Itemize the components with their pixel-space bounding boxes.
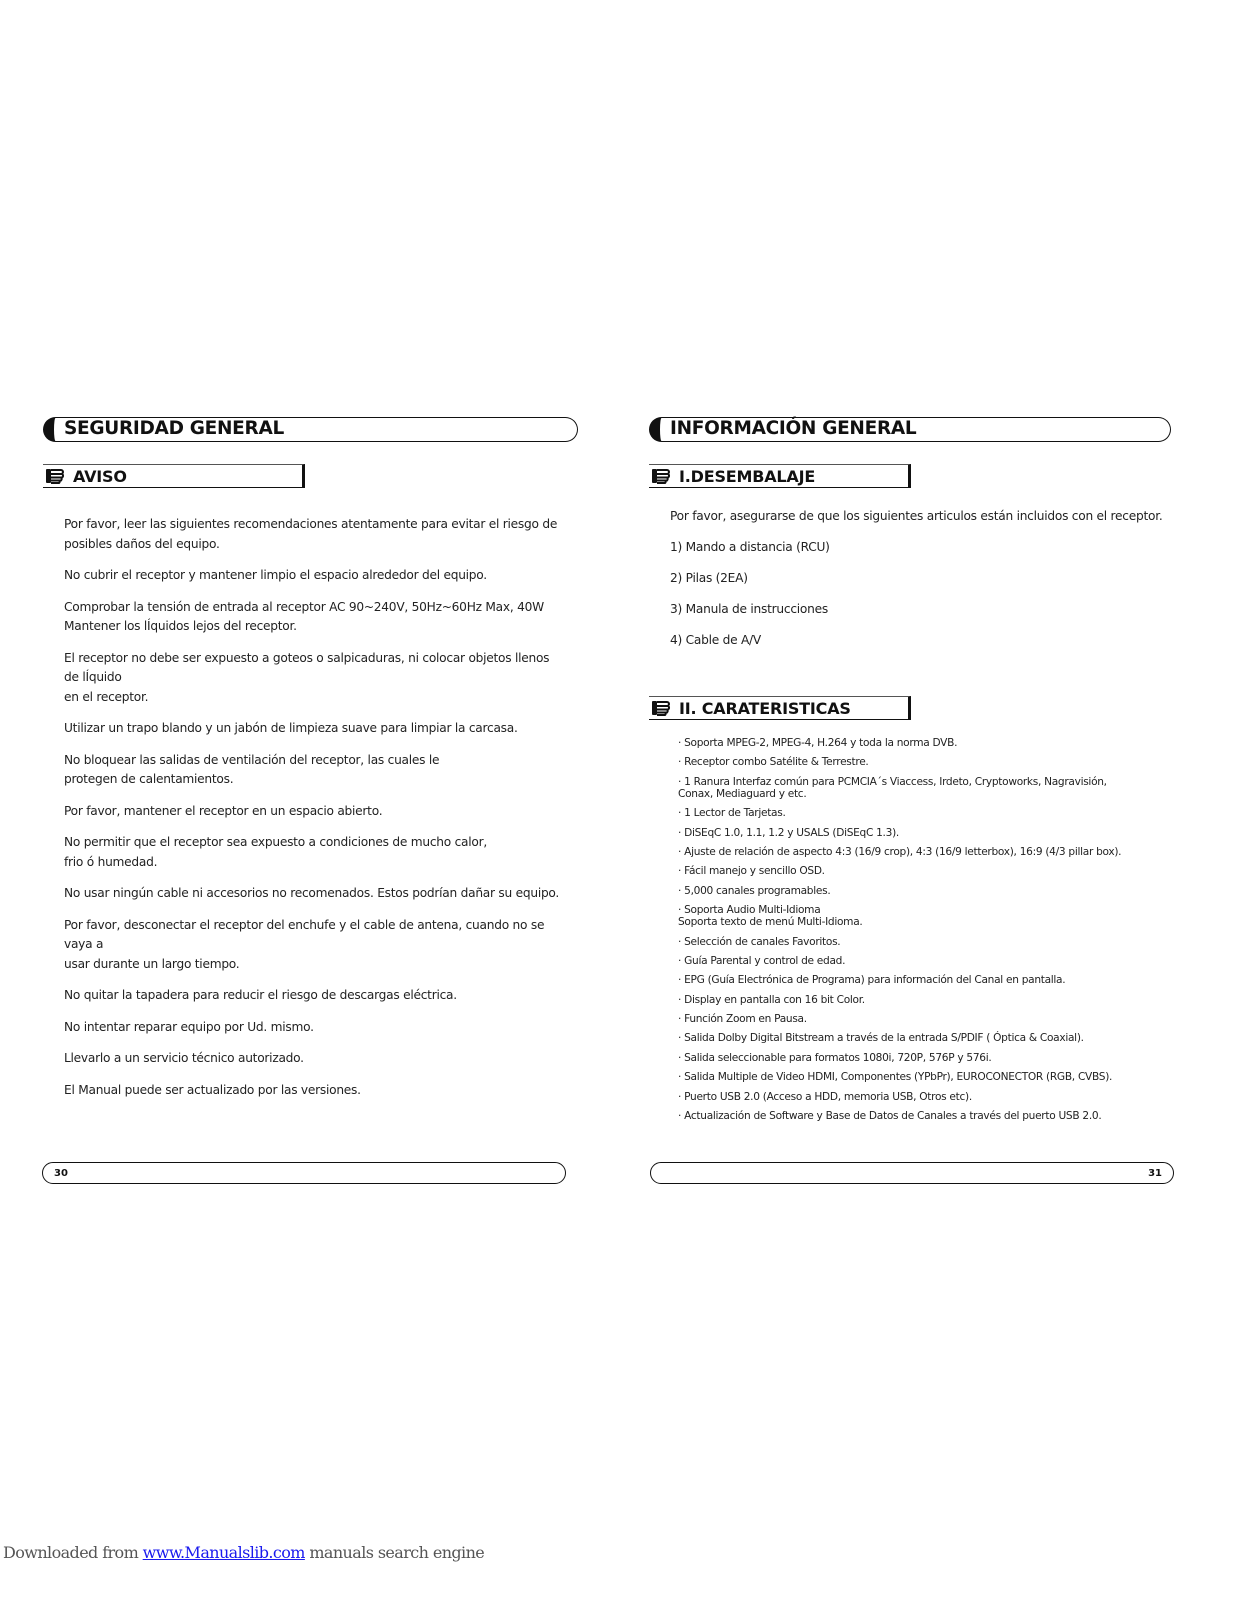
paragraph: No usar ningún cable ni accesorios no recomenados. Estos podrían dañar su equipo. <box>64 886 560 900</box>
paragraph: Comprobar la tensión de entrada al receptor AC 90~240V, 50Hz~60Hz Max, 40W Mantener los lÍquidos lejos del receptor. <box>64 599 544 633</box>
feature-item: · Guía Parental y control de edad. <box>678 954 846 967</box>
left-title-bar <box>43 417 578 442</box>
paragraph: Utilizar un trapo blando y un jabón de limpieza suave para limpiar la carcasa. <box>64 721 518 735</box>
paragraph: No permitir que el receptor sea expuesto a condiciones de mucho calor, frio ó humedad. <box>64 835 487 869</box>
feature-item: · Soporta Audio Multi-Idioma Soporta texto de menú Multi-Idioma. <box>678 904 863 929</box>
hand-pointer-icon <box>651 698 675 718</box>
paragraph: No bloquear las salidas de ventilación del receptor, las cuales le protegen de calentamientos. <box>64 752 440 786</box>
feature-item: · Actualización de Software y Base de Datos de Canales a través del puerto USB 2.0. <box>678 1110 1102 1123</box>
aviso-section-title: AVISO <box>73 466 127 486</box>
feature-item: · Display en pantalla con 16 bit Color. <box>678 993 865 1006</box>
paragraph: Por favor, mantener el receptor en un espacio abierto. <box>64 803 383 818</box>
feature-item: · Puerto USB 2.0 (Acceso a HDD, memoria USB, Otros etc). <box>678 1090 972 1103</box>
feature-item: · Selección de canales Favoritos. <box>678 935 841 948</box>
list-item: 1) Mando a distancia (RCU) <box>670 540 830 554</box>
package-contents <box>649 507 1171 649</box>
manualslib-link[interactable]: www.Manualslib.com <box>142 1543 305 1562</box>
page-number-right: 31 <box>1148 1167 1162 1179</box>
aviso-section-header <box>43 464 305 488</box>
feature-item: · 5,000 canales programables. <box>678 884 831 897</box>
paragraph: No cubrir el receptor y mantener limpio el espacio alrededor del equipo. <box>64 568 487 582</box>
feature-item: · 1 Lector de Tarjetas. <box>678 807 786 820</box>
download-prefix: Downloaded from <box>3 1543 143 1562</box>
desembalaje-section-header <box>649 464 911 488</box>
feature-item: · 1 Ranura Interfaz común para PCMCIA´s Viaccess, Irdeto, Cryptoworks, Nagravisión, Conax, Mediaguard y etc. <box>678 775 1107 800</box>
features-list <box>649 737 1171 1122</box>
hand-pointer-icon <box>651 466 675 486</box>
feature-item: · DiSEqC 1.0, 1.1, 1.2 y USALS (DiSEqC 1.3). <box>678 826 899 839</box>
download-footer <box>3 1543 484 1562</box>
paragraph: No quitar la tapadera para reducir el riesgo de descargas eléctrica. <box>64 988 457 1002</box>
left-footer-bar <box>42 1162 566 1184</box>
intro-text: Por favor, asegurarse de que los siguientes articulos están incluidos con el receptor. <box>670 509 1163 523</box>
feature-item: · Función Zoom en Pausa. <box>678 1013 807 1026</box>
list-item: 2) Pilas (2EA) <box>670 571 748 585</box>
caracteristicas-section-header <box>649 696 911 720</box>
feature-item: · Receptor combo Satélite & Terrestre. <box>678 756 869 769</box>
feature-item: · EPG (Guía Electrónica de Programa) para información del Canal en pantalla. <box>678 974 1066 987</box>
aviso-paragraphs <box>43 515 564 1100</box>
list-item: 3) Manula de instrucciones <box>670 602 828 616</box>
list-item: 4) Cable de A/V <box>670 633 761 647</box>
left-page-title: SEGURIDAD GENERAL <box>64 418 284 440</box>
right-footer-bar <box>650 1162 1174 1184</box>
desembalaje-section-title: I.DESEMBALAJE <box>679 466 816 486</box>
paragraph: Llevarlo a un servicio técnico autorizado. <box>64 1051 304 1065</box>
feature-item: · Salida seleccionable para formatos 1080i, 720P, 576P y 576i. <box>678 1051 992 1064</box>
paragraph: El receptor no debe ser expuesto a goteos o salpicaduras, ni colocar objetos llenos de lÍquido en el receptor. <box>64 650 550 704</box>
feature-item: · Salida Dolby Digital Bitstream a través de la entrada S/PDIF ( Óptica & Coaxial). <box>678 1032 1084 1045</box>
feature-item: · Fácil manejo y sencillo OSD. <box>678 865 825 878</box>
left-page <box>43 417 578 1100</box>
paragraph: Por favor, desconectar el receptor del enchufe y el cable de antena, cuando no se vaya a usar durante un largo tiempo. <box>64 917 545 971</box>
page-number-left: 30 <box>54 1167 68 1179</box>
feature-item: · Ajuste de relación de aspecto 4:3 (16/9 crop), 4:3 (16/9 letterbox), 16:9 (4/3 pillar box). <box>678 845 1122 858</box>
right-page-title: INFORMACIÓN GENERAL <box>670 418 917 440</box>
download-suffix: manuals search engine <box>304 1543 485 1562</box>
paragraph: El Manual puede ser actualizado por las versiones. <box>64 1082 361 1097</box>
feature-item: · Soporta MPEG-2, MPEG-4, H.264 y toda la norma DVB. <box>678 737 958 749</box>
paragraph: No intentar reparar equipo por Ud. mismo. <box>64 1019 314 1034</box>
caracteristicas-section-title: II. CARATERISTICAS <box>679 698 851 718</box>
right-page <box>649 417 1171 1129</box>
hand-pointer-icon <box>45 466 69 486</box>
feature-item: · Salida Multiple de Video HDMI, Componentes (YPbPr), EUROCONECTOR (RGB, CVBS). <box>678 1071 1113 1084</box>
paragraph: Por favor, leer las siguientes recomendaciones atentamente para evitar el riesgo de posibles daños del equipo. <box>64 517 558 551</box>
right-title-bar <box>649 417 1171 442</box>
